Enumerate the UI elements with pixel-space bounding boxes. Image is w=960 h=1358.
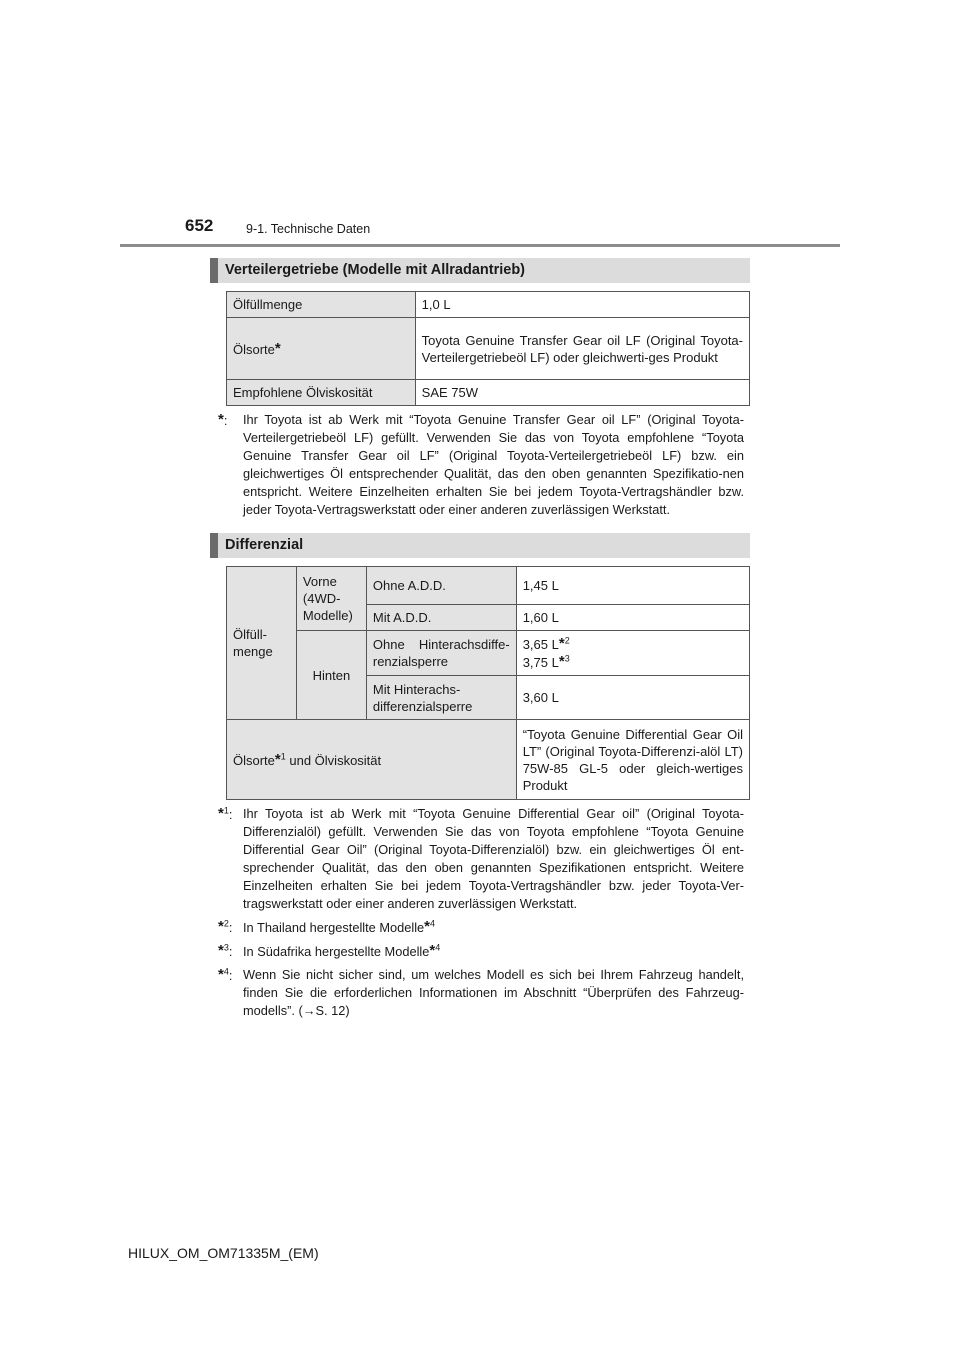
spec-value: 1,0 L	[415, 292, 749, 318]
footnote-key: *:	[218, 411, 228, 428]
oil-type-label: Ölsorte	[233, 341, 275, 357]
fill-quantity-label: Ölfüll-menge	[227, 567, 297, 720]
front-with-add-label: Mit A.D.D.	[366, 605, 516, 631]
oil-type-viscosity-label: Ölsorte*$^1$ und Ölviskosität	[227, 720, 517, 800]
rear-with-lock-label: Mit Hinterachs-differenzialsperre	[366, 676, 516, 720]
spec-label	[227, 318, 416, 380]
front-without-add-value: 1,45 L	[516, 567, 749, 605]
footnote-ref: 4	[435, 942, 441, 953]
front-label: Vorne (4WD-Modelle)	[296, 567, 366, 631]
table-row	[227, 720, 750, 800]
front-with-add-value: 1,60 L	[516, 605, 749, 631]
spec-label: Empfohlene Ölviskosität	[227, 380, 416, 406]
document-id: HILUX_OM_OM71335M_(EM)	[128, 1245, 319, 1261]
value-thailand: 3,65 L	[522, 637, 559, 652]
transfer-section-heading	[210, 258, 750, 283]
table-row	[227, 318, 750, 380]
footnote-text: Ihr Toyota ist ab Werk mit “Toyota Genuine Differential Gear oil” (Original Toyota-Differenzialöl) gefüllt. Verwenden Sie das von Toyota empfohlene “Toyota Genuine Differential Gear Oil” (Original Toyota-Differenzialöl) bzw. ein gleichwertiges Öl ent-sprechender Qualität, das den oben genannten Spezifikationen entspricht. Weitere Einzelheiten erhalten Sie bei jedem Toyota-Vertragshändler bzw. jeder Toyota-Ver-tragswerkstatt oder einer anderen zuverlässigen Werkstatt.	[243, 806, 744, 911]
page-number: 652	[185, 216, 214, 235]
table-row	[227, 631, 750, 676]
section-title: 9-1. Technische Daten	[246, 222, 371, 236]
heading-marker	[210, 533, 218, 558]
front-without-add-label: Ohne A.D.D.	[366, 567, 516, 605]
footnote-3: *$^3$: In Südafrika hergestellte Modelle*$^4$	[218, 942, 441, 959]
differential-section-heading	[210, 533, 750, 558]
transfer-footnote	[218, 411, 744, 519]
footnote-text: In Südafrika hergestellte Modelle	[243, 944, 430, 959]
table-row	[227, 292, 750, 318]
footnote-text: Ihr Toyota ist ab Werk mit “Toyota Genuine Transfer Gear oil LF” (Original Toyota-Verteilergetriebeöl LF) gefüllt. Verwenden Sie das von Toyota empfohlene “Toyota Genuine Transfer Gear oil LF” (Original Toyota-Verteilergetriebeöl LF) bzw. ein gleichwertiges Öl entsprechender Qualität, das den oben genannten Spezifikatio-nen entspricht. Weitere Einzelheiten erhalten Sie bei jedem Toyota-Vertragshändler bzw. jeder Toyota-Vertragswerkstatt oder einer anderen zuverlässigen Werkstatt.	[243, 412, 744, 517]
footnote-text: In Thailand hergestellte Modelle	[243, 920, 425, 935]
differential-section-title: Differenzial	[225, 537, 304, 553]
table-row	[227, 380, 750, 406]
rear-without-lock-label: Ohne Hinterachsdiffe-renzialsperre	[366, 631, 516, 676]
footnote-ref: 2	[564, 635, 570, 646]
spec-value: SAE 75W	[415, 380, 749, 406]
spec-value: Toyota Genuine Transfer Gear oil LF (Original Toyota-Verteilergetriebeöl LF) oder gleichwerti-ges Produkt	[415, 318, 749, 380]
differential-spec-table	[226, 566, 750, 800]
table-row	[227, 567, 750, 605]
footnote-2: *$^2$: In Thailand hergestellte Modelle*$^4$	[218, 918, 436, 935]
footnote-4: *$^4$: Wenn Sie nicht sicher sind, um welches Modell es sich bei Ihrem Fahrzeug handelt, finden Sie die erforderlichen Informationen im Abschnitt “Überprüfen des Fahrzeug-modells”. (→S. 12)	[218, 966, 744, 1018]
footnote-ref: 3	[564, 653, 570, 664]
footnote-1: *$^1$: Ihr Toyota ist ab Werk mit “Toyota Genuine Differential Gear oil” (Original Toyota-Differenzialöl) gefüllt. Verwenden Sie das von Toyota empfohlene “Toyota Genuine Differential Gear Oil” (Original Toyota-Differenzialöl) bzw. ein gleichwertiges Öl ent-sprechender Qualität, das den oben genannten Spezifikationen entspricht. Weitere Einzelheiten erhalten Sie bei jedem Toyota-Vertragshändler bzw. jeder Toyota-Ver-tragswerkstatt oder einer anderen zuverlässigen Werkstatt.	[218, 805, 744, 911]
footnote-ref: 4	[430, 918, 436, 929]
spec-label: Ölfüllmenge	[227, 292, 416, 318]
rear-label: Hinten	[296, 631, 366, 720]
transfer-spec-table	[226, 291, 750, 406]
footnote-text: Wenn Sie nicht sicher sind, um welches Modell es sich bei Ihrem Fahrzeug handelt, finden Sie die erforderlichen Informationen im Abschnitt “Überprüfen des Fahrzeug-modells”. (→S. 12)	[243, 967, 744, 1018]
transfer-section-title: Verteilergetriebe (Modelle mit Allradantrieb)	[225, 262, 526, 278]
value-south-africa: 3,75 L	[522, 655, 559, 670]
heading-marker	[210, 258, 218, 283]
asterisk-mark: *	[274, 339, 281, 357]
footnote-ref: 1	[280, 751, 286, 762]
rear-with-lock-value: 3,60 L	[516, 676, 749, 720]
rear-without-lock-value: 3,65 L*$^2$ 3,75 L*$^3$	[516, 631, 749, 676]
oil-type-viscosity-value: “Toyota Genuine Differential Gear Oil LT” (Original Toyota-Differenzi-alöl LT) 75W-85 GL-5 oder gleich-wertiges Produkt	[516, 720, 749, 800]
header-rule	[120, 244, 840, 247]
